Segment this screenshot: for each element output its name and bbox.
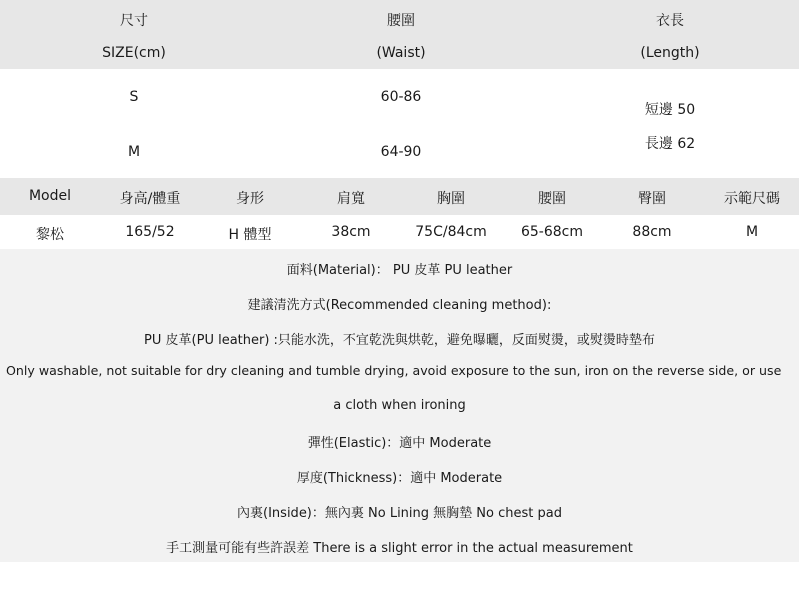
model-body-type: H 體型 [228, 227, 272, 243]
header-size-cn: 尺寸 [120, 13, 148, 29]
size-table-body [0, 69, 799, 177]
model-header-shoulder: 肩寬 [337, 191, 365, 207]
model-height-weight: 165/52 [125, 224, 175, 240]
model-table-header [0, 178, 799, 215]
header-length-cn: 衣長 [656, 13, 684, 29]
model-header-size: 示範尺碼 [724, 191, 780, 207]
model-shoulder: 38cm [331, 224, 371, 240]
header-waist-en: (Waist) [376, 45, 426, 61]
header-waist-cn: 腰圍 [387, 13, 415, 29]
cleaning-chinese: PU 皮革(PU leather) :只能水洗，不宜乾洗與烘乾，避免曝曬，反面熨燙，或熨燙時墊布 [144, 333, 655, 348]
model-header-body-type: 身形 [236, 191, 264, 207]
model-size: M [745, 224, 759, 240]
model-table-row [0, 215, 799, 248]
elastic-line: 彈性(Elastic)：適中 Moderate [307, 436, 492, 451]
product-notes [0, 249, 799, 562]
cleaning-english-line2: a cloth when ironing [333, 398, 466, 413]
model-hip: 88cm [632, 224, 672, 240]
waist-s: 60-86 [380, 89, 422, 105]
material-line: 面料(Material)： PU 皮革 PU leather [286, 263, 513, 278]
length-short: 短邊 50 [644, 102, 696, 118]
length-long: 長邊 62 [644, 136, 696, 152]
model-waist: 65-68cm [520, 224, 584, 240]
cleaning-title: 建議清洗方式(Recommended cleaning method): [247, 298, 552, 313]
model-header-hip: 臀圍 [638, 191, 666, 207]
header-length-en: (Length) [640, 45, 700, 61]
model-header-model: Model [28, 188, 72, 204]
inside-line: 內裏(Inside)：無內裏 No Lining 無胸墊 No chest pad [237, 506, 562, 521]
waist-m: 64-90 [380, 144, 422, 160]
model-header-height-weight: 身高/體重 [119, 191, 181, 207]
thickness-line: 厚度(Thickness)：適中 Moderate [296, 471, 503, 486]
model-name: 黎松 [36, 227, 64, 243]
size-m: M [127, 144, 141, 160]
size-s: S [129, 89, 139, 105]
size-table-header [0, 0, 799, 69]
model-chest: 75C/84cm [415, 224, 487, 240]
header-size-en: SIZE(cm) [102, 45, 166, 61]
model-header-waist: 腰圍 [538, 191, 566, 207]
measurement-error-line: 手工測量可能有些許誤差 There is a slight error in the actual measurement [166, 541, 633, 556]
model-header-chest: 胸圍 [437, 191, 465, 207]
cleaning-english-line1: Only washable, not suitable for dry cleaning and tumble drying, avoid exposure to the sun, iron on the reverse side, or use [6, 363, 782, 378]
